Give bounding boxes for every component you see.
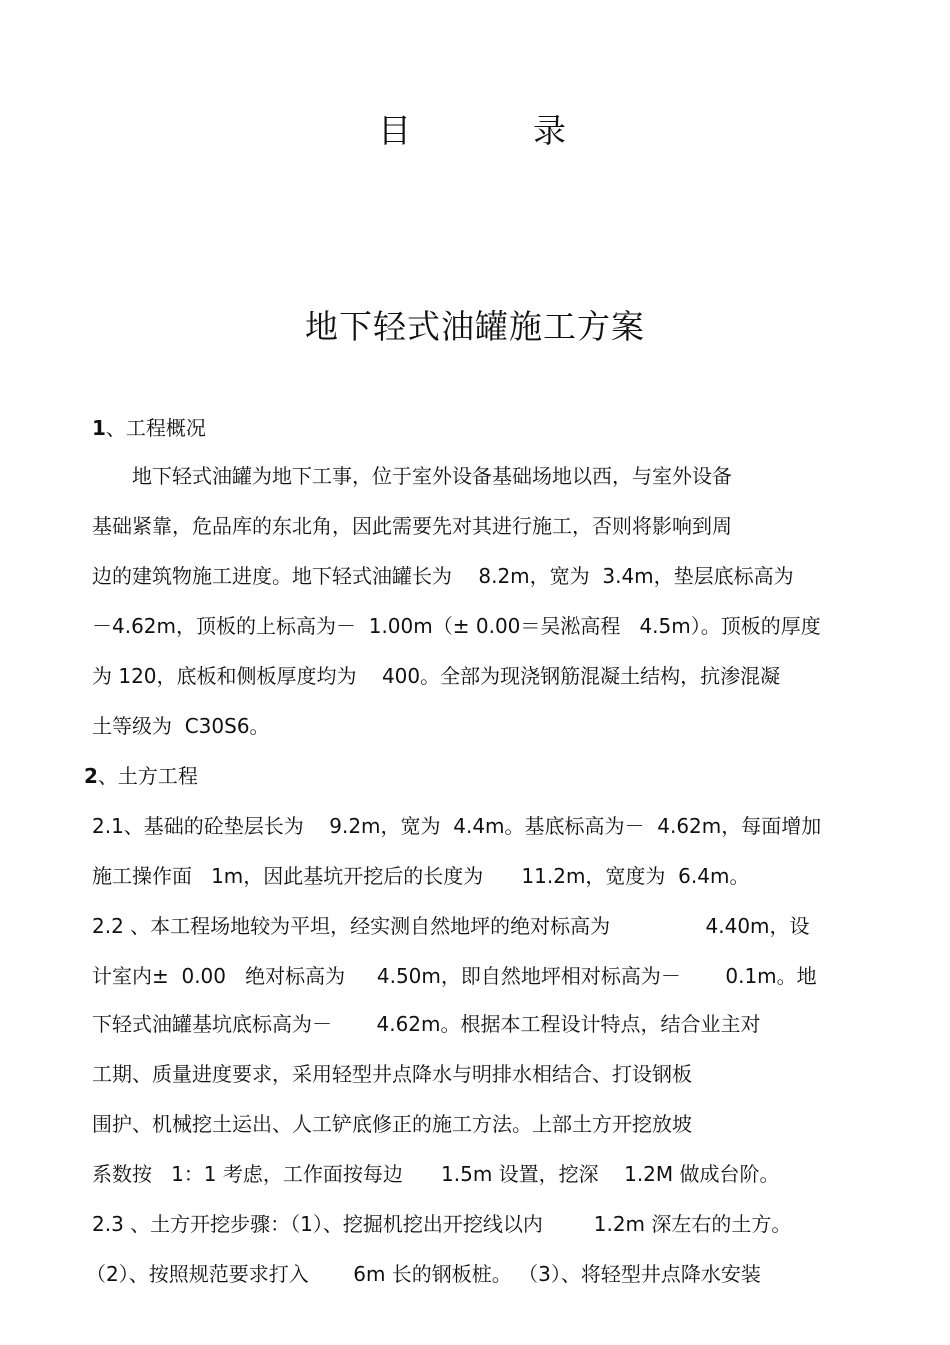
paragraph-line: 基础紧靠，危品库的东北角，因此需要先对其进行施工，否则将影响到周 xyxy=(92,514,732,538)
paragraph-line: 系数按 1：1 考虑，工作面按每边 1.5m 设置，挖深 1.2M 做成台阶。 xyxy=(92,1162,780,1186)
paragraph-line: 2.2 、本工程场地较为平坦，经实测自然地坪的绝对标高为 4.40m，设 xyxy=(92,914,810,938)
section-2-number: 2 xyxy=(84,764,98,788)
paragraph-line: 2.3 、土方开挖步骤：（1）、挖掘机挖出开挖线以内 1.2m 深左右的土方。 xyxy=(92,1212,792,1236)
paragraph-line: 土等级为 C30S6。 xyxy=(92,714,270,738)
paragraph-line: 下轻式油罐基坑底标高为－ 4.62m。根据本工程设计特点，结合业主对 xyxy=(92,1012,761,1036)
section-1-title: 、工程概况 xyxy=(105,416,206,440)
section-2-heading xyxy=(84,761,198,791)
paragraph-line: 为 120，底板和侧板厚度均为 400。全部为现浇钢筋混凝土结构，抗渗混凝 xyxy=(92,664,781,688)
paragraph-line: 围护、机械挖土运出、人工铲底修正的施工方法。上部土方开挖放坡 xyxy=(92,1112,692,1136)
paragraph-line: 计室内± 0.00 绝对标高为 4.50m，即自然地坪相对标高为－ 0.1m。地 xyxy=(92,964,817,988)
section-1-number: 1 xyxy=(92,416,106,440)
paragraph-line: 2.1、基础的砼垫层长为 9.2m，宽为 4.4m。基底标高为－ 4.62m，每面增加 xyxy=(92,814,822,838)
section-2-title: 、土方工程 xyxy=(97,764,198,788)
paragraph-line: －4.62m，顶板的上标高为－ 1.00m（± 0.00＝吴淞高程 4.5m）。顶板的厚度 xyxy=(92,614,821,638)
document-title: 地下轻式油罐施工方案 xyxy=(305,307,645,346)
paragraph-line: 工期、质量进度要求，采用轻型井点降水与明排水相结合、打设钢板 xyxy=(92,1062,692,1086)
paragraph-line: 地下轻式油罐为地下工事，位于室外设备基础场地以西，与室外设备 xyxy=(92,464,732,488)
paragraph-line: 边的建筑物施工进度。地下轻式油罐长为 8.2m，宽为 3.4m，垫层底标高为 xyxy=(92,564,794,588)
toc-heading-char-1: 目 xyxy=(378,111,411,150)
paragraph-line: 施工操作面 1m，因此基坑开挖后的长度为 11.2m，宽度为 6.4m。 xyxy=(92,864,750,888)
paragraph-line: （2）、按照规范要求打入 6m 长的钢板桩。 （3）、将轻型井点降水安装 xyxy=(86,1262,761,1286)
section-1-heading xyxy=(92,413,206,443)
toc-heading-char-2: 录 xyxy=(533,111,566,150)
toc-heading xyxy=(0,106,950,156)
